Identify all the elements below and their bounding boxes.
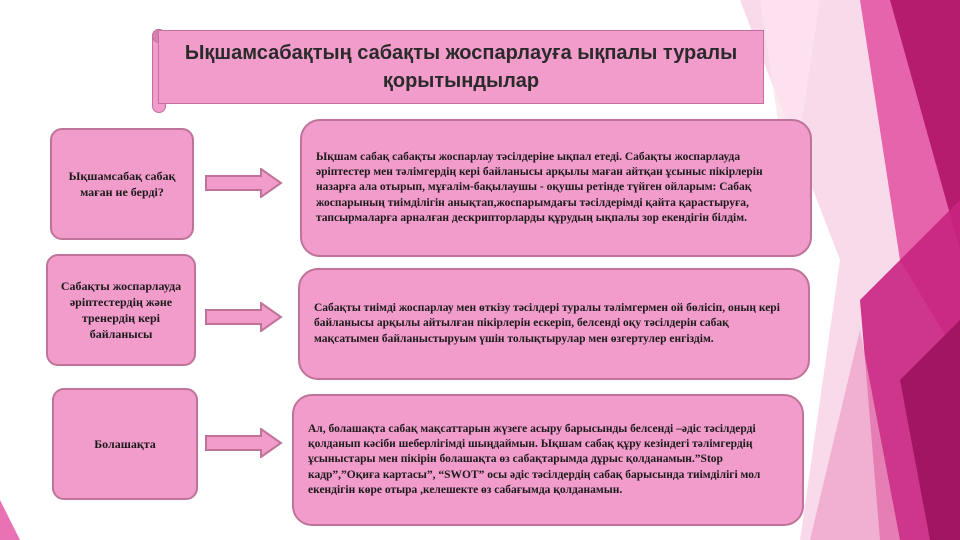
answer-box-1 <box>300 119 812 257</box>
answer-text-3: Ал, болашақта сабақ мақсаттарын жүзеге асыру барысынды белсенді –әдіс тәсілдерді қолданып кәсіби шеберлігімді шыңдаймын. Ықшам сабақ құру кезіндегі тәлімгердің ұсыныстары мен пікірін болашақта өз сабақтарымда дұрыс қолданамын.”Stop кадр”,”Оқиға картасы”, “SWOT” осы әдіс тәсілдердің сабақ барысында тиімділігі мол екендігін көре отыра ,келешекте өз сабағымда қолданамын. <box>308 422 761 496</box>
bg-left-accent <box>0 500 20 540</box>
question-box-1 <box>50 128 194 240</box>
question-box-2 <box>46 254 196 366</box>
answer-text-1: Ықшам сабақ сабақты жоспарлау тәсілдеріне ықпал етеді. Сабақты жоспарлауда әріптестер мен тәлімгердің кері байланысы арқылы маған айтқан ұсыныс пікірлерін назарға ала отырып, мұғалім-бақылаушы - оқушы ретінде түйген ойларым: Сабақ жоспарының тиімділігін анықтап,жоспарымдағы тәсілдерімді қайта қарастыруға, тапсырмаларға арналған дескрипторларды құрудың ықпалы зор екендігін білдім. <box>316 150 763 224</box>
title-banner <box>158 30 764 104</box>
answer-box-3 <box>292 394 804 526</box>
question-text-1: Ықшамсабақ сабақ маған не берді? <box>68 169 176 199</box>
arrow-right-icon <box>205 302 283 332</box>
question-text-2: Сабақты жоспарлауда әріптестердің және тренердің кері байланысы <box>60 279 182 341</box>
page-title: Ықшамсабақтың сабақты жоспарлауға ықпалы туралы қорытындылар <box>184 42 738 92</box>
question-box-3 <box>52 388 198 500</box>
arrow-right-icon <box>205 168 283 198</box>
arrow-right-icon <box>205 428 283 458</box>
answer-text-2: Сабақты тиімді жоспарлау мен өткізу тәсілдері туралы тәлімгермен ой бөлісіп, оның кері байланысы арқылы айтылған пікірлерін ескеріп, белсенді оқу тәсілдерін сабақ мақсатымен байланыстыруым үшін толықтырулар мен өзгертулер енгіздім. <box>314 302 780 345</box>
question-text-3: Болашақта <box>94 437 156 451</box>
answer-box-2 <box>298 268 810 380</box>
